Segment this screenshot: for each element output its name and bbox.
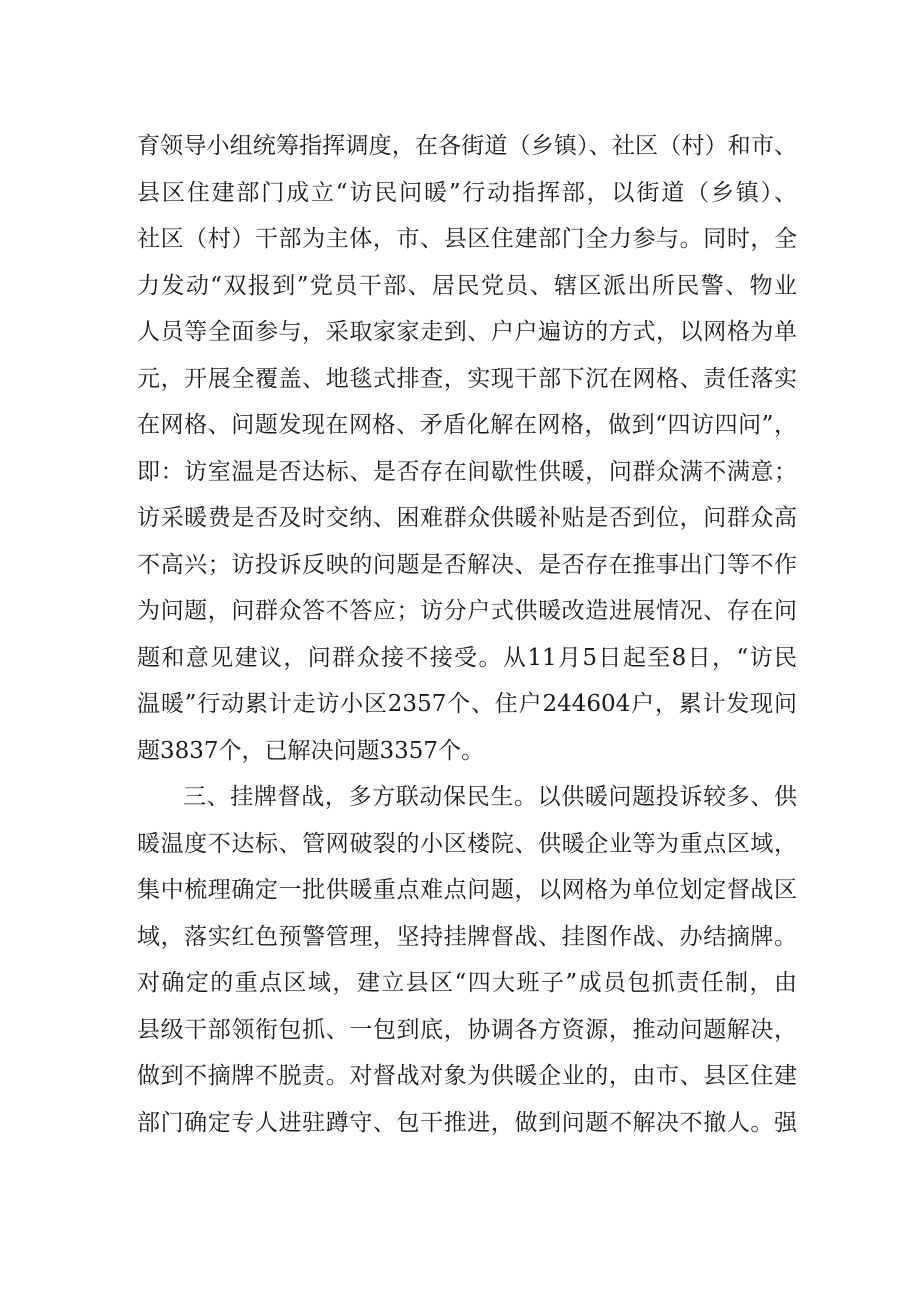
text-line: 做到不摘牌不脱责。对督战对象为供暖企业的，由市、县区住建 bbox=[137, 1063, 797, 1089]
text-line: 力发动“双报到”党员干部、居民党员、辖区派出所民警、物业 bbox=[137, 272, 797, 299]
text-line: 温暖”行动累计走访小区2357个、住户244604户，累计发现问 bbox=[137, 691, 797, 717]
text-line: 集中梳理确定一批供暖重点难点问题，以网格为单位划定督战区 bbox=[137, 877, 797, 903]
text-line: 社区（村）干部为主体，市、县区住建部门全力参与。同时，全 bbox=[137, 226, 797, 252]
text-line: 题和意见建议，问群众接不接受。从11月5日起至8日，“访民 bbox=[137, 644, 797, 671]
text-line: 题3837个，已解决问题3357个。 bbox=[137, 737, 485, 764]
paragraph-1 bbox=[137, 123, 797, 774]
text-line: 在网格、问题发现在网格、矛盾化解在网格，做到“四访四问”， bbox=[137, 412, 797, 438]
text-line: 县区住建部门成立“访民问暖”行动指挥部，以街道（乡镇）、 bbox=[137, 179, 797, 206]
text-line: 人员等全面参与，采取家家走到、户户遍访的方式，以网格为单 bbox=[137, 319, 797, 345]
text-line: 暖温度不达标、管网破裂的小区楼院、供暖企业等为重点区域， bbox=[137, 830, 797, 857]
text-line: 育领导小组统筹指挥调度，在各街道（乡镇）、社区（村）和市、 bbox=[137, 133, 797, 159]
text-line: 县级干部领衔包抓、一包到底，协调各方资源，推动问题解决， bbox=[137, 1016, 797, 1043]
text-line: 域，落实红色预警管理，坚持挂牌督战、挂图作战、办结摘牌。 bbox=[137, 923, 797, 950]
text-line: 部门确定专人进驻蹲守、包干推进，做到问题不解决不撤人。强 bbox=[137, 1109, 797, 1136]
text-line: 不高兴；访投诉反映的问题是否解决、是否存在推事出门等不作 bbox=[137, 551, 797, 578]
text-line: 对确定的重点区域，建立县区“四大班子”成员包抓责任制，由 bbox=[137, 970, 797, 996]
text-line: 即：访室温是否达标、是否存在间歇性供暖，问群众满不满意； bbox=[137, 458, 797, 485]
paragraph-2 bbox=[137, 774, 797, 1146]
text-line: 访采暖费是否及时交纳、困难群众供暖补贴是否到位，问群众高 bbox=[137, 505, 797, 531]
document-body bbox=[137, 123, 797, 1146]
text-line: 为问题，问群众答不答应；访分户式供暖改造进展情况、存在问 bbox=[137, 598, 797, 624]
text-line: 元，开展全覆盖、地毯式排查，实现干部下沉在网格、责任落实 bbox=[137, 365, 797, 392]
text-line: 三、挂牌督战，多方联动保民生。以供暖问题投诉较多、供 bbox=[183, 784, 797, 810]
